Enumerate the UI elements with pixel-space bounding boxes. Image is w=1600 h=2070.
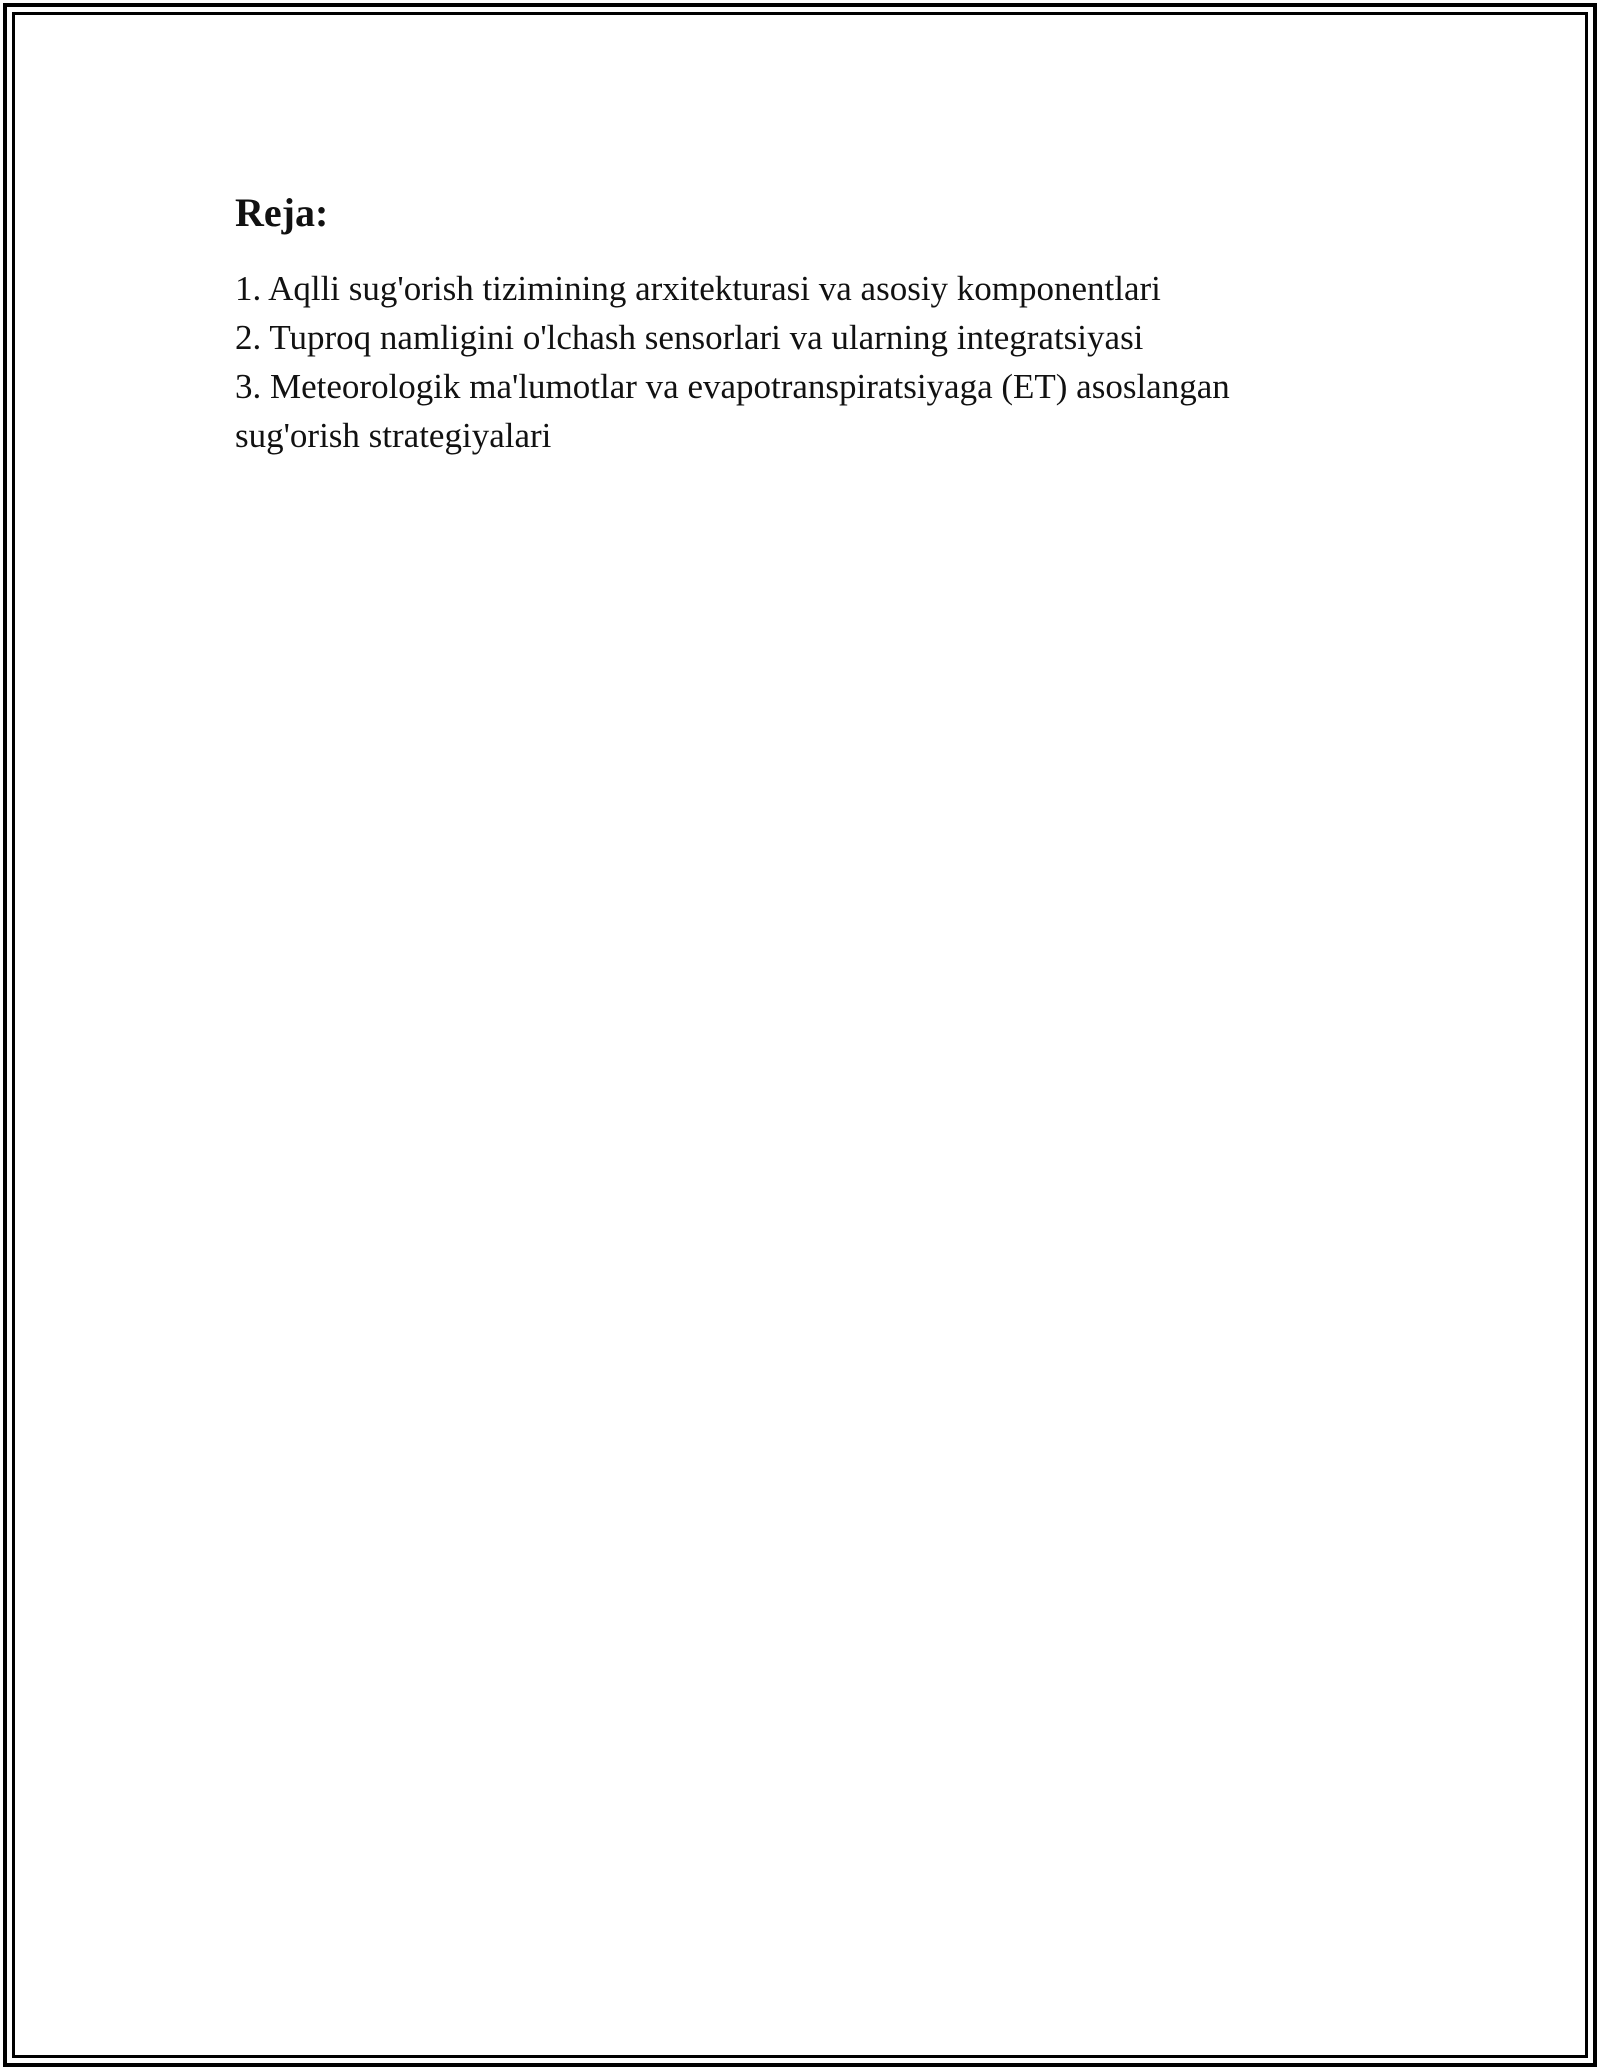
plan-item-1: 1. Aqlli sug'orish tizimining arxitekturasi va asosiy komponentlari [235,269,1161,308]
plan-heading: Reja: [235,190,329,235]
plan-item-3: 3. Meteorologik ma'lumotlar va evapotranspiratsiyaga (ET) asoslangan sug'orish strategiyalari [235,367,1230,455]
plan-item-2: 2. Tuproq namligini o'lchash sensorlari va ularning integratsiyasi [235,318,1144,357]
page-content [235,188,1355,460]
plan-list [235,264,1335,460]
